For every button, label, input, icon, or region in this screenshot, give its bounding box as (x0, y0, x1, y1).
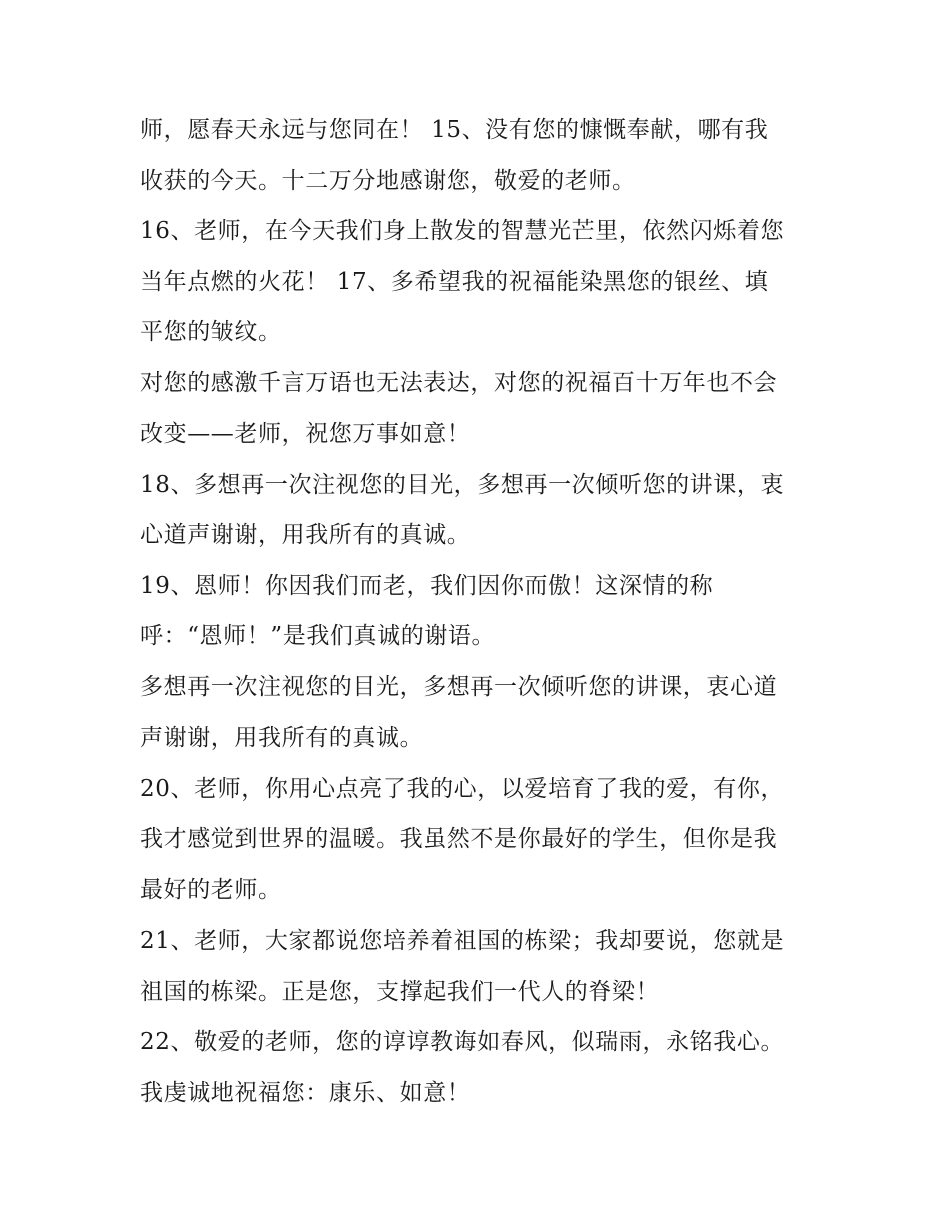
text-line: 22、敬爱的老师，您的谆谆教诲如春风，似瑞雨，永铭我心。 (140, 1029, 785, 1055)
text-line: 16、老师，在今天我们身上散发的智慧光芒里，依然闪烁着您 (140, 218, 785, 244)
text-line: 多想再一次注视您的目光，多想再一次倾听您的讲课，衷心道 (140, 674, 778, 700)
text-line: 心道声谢谢，用我所有的真诚。 (140, 522, 471, 548)
text-line: 我虔诚地祝福您：康乐、如意！ (140, 1080, 471, 1106)
text-line: 对您的感激千言万语也无法表达，对您的祝福百十万年也不会 (140, 370, 778, 396)
text-line: 最好的老师。 (140, 877, 282, 903)
text-line: 我才感觉到世界的温暖。我虽然不是你最好的学生，但你是我 (140, 826, 778, 852)
text-line: 收获的今天。十二万分地感谢您，敬爱的老师。 (140, 168, 636, 194)
text-line: 20、老师，你用心点亮了我的心，以爱培育了我的爱，有你， (140, 776, 785, 802)
text-line: 当年点燃的火花！ 17、多希望我的祝福能染黑您的银丝、填 (140, 269, 769, 295)
text-line: 呼：“恩师！”是我们真诚的谢语。 (140, 623, 496, 649)
text-line: 平您的皱纹。 (140, 319, 282, 345)
text-line: 声谢谢，用我所有的真诚。 (140, 725, 424, 751)
text-line: 改变——老师，祝您万事如意！ (140, 421, 471, 447)
text-line: 21、老师，大家都说您培养着祖国的栋梁；我却要说，您就是 (140, 928, 785, 954)
text-line: 19、恩师！你因我们而老，我们因你而傲！这深情的称 (140, 573, 714, 599)
text-line: 18、多想再一次注视您的目光，多想再一次倾听您的讲课，衷 (140, 472, 785, 498)
text-line: 师，愿春天永远与您同在！ 15、没有您的慷慨奉献，哪有我 (140, 117, 769, 143)
text-line: 祖国的栋梁。正是您，支撑起我们一代人的脊梁！ (140, 979, 660, 1005)
